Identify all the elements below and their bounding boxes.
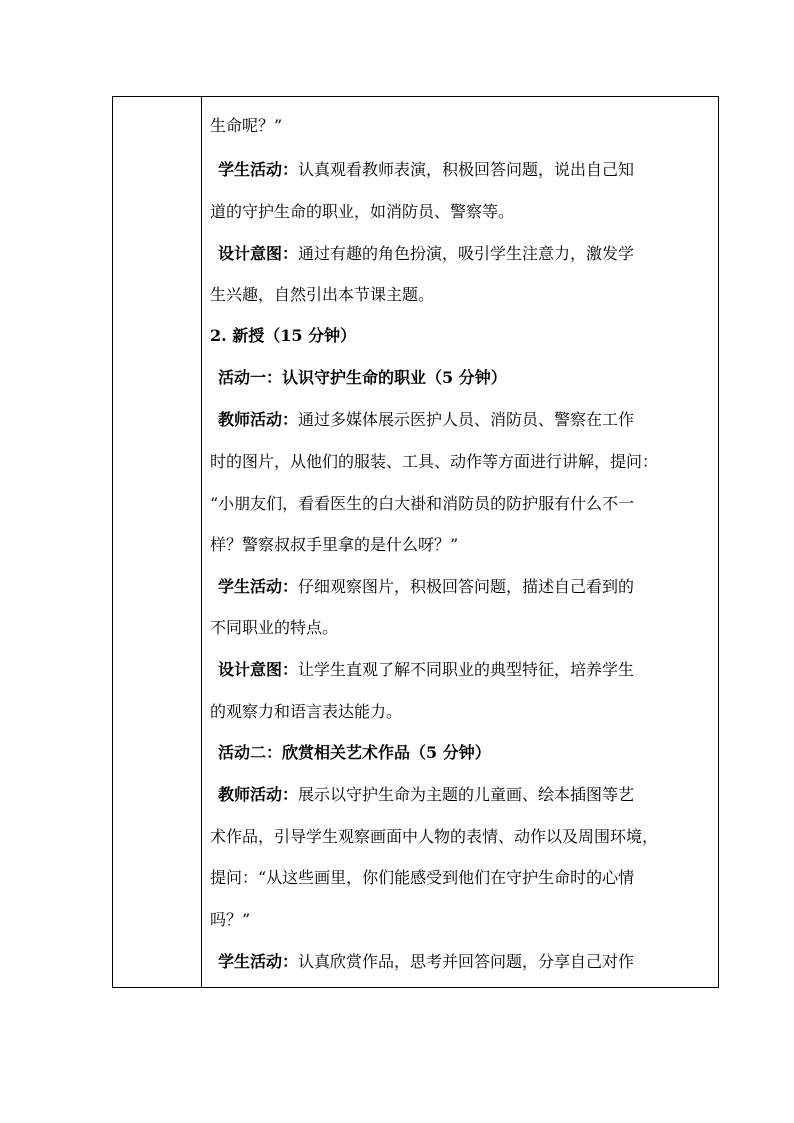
text-line: 提问：“从这些画里，你们能感受到他们在守护生命时的心情 <box>210 868 635 887</box>
text-line: 学生活动：仔细观察图片，积极回答问题，描述自己看到的 <box>218 577 635 596</box>
text-line: 时的图片，从他们的服装、工具、动作等方面进行讲解，提问： <box>210 452 659 471</box>
text-line: 教师活动：展示以守护生命为主题的儿童画、绘本插图等艺 <box>218 785 635 804</box>
text-line: 设计意图：通过有趣的角色扮演，吸引学生注意力，激发学 <box>218 244 635 263</box>
text-line: 设计意图：让学生直观了解不同职业的典型特征，培养学生 <box>218 660 635 679</box>
text-line: 样？警察叔叔手里拿的是什么呀？” <box>210 535 459 554</box>
text-line: 术作品，引导学生观察画面中人物的表情、动作以及周围环境， <box>210 827 659 846</box>
text-line: “小朋友们，看看医生的白大褂和消防员的防护服有什么不一 <box>210 494 635 513</box>
text-line: 吗？” <box>210 910 251 929</box>
lesson-table <box>112 96 719 988</box>
activity-heading: 活动一：认识守护生命的职业（5 分钟） <box>218 368 507 387</box>
activity-heading: 活动二：欣赏相关艺术作品（5 分钟） <box>218 743 491 762</box>
text-line: 道的守护生命的职业，如消防员、警察等。 <box>210 202 515 221</box>
text-line: 生兴趣，自然引出本节课主题。 <box>210 285 435 304</box>
text-line: 不同职业的特点。 <box>210 618 339 637</box>
text-line: 生命呢？” <box>210 116 283 135</box>
column-divider <box>201 97 202 987</box>
text-line: 学生活动：认真欣赏作品，思考并回答问题，分享自己对作 <box>218 952 635 971</box>
text-line: 的观察力和语言表达能力。 <box>210 702 403 721</box>
section-heading: 2. 新授（15 分钟） <box>210 326 357 345</box>
text-line: 教师活动：通过多媒体展示医护人员、消防员、警察在工作 <box>218 410 635 429</box>
text-line: 学生活动：认真观看教师表演，积极回答问题，说出自己知 <box>218 160 635 179</box>
